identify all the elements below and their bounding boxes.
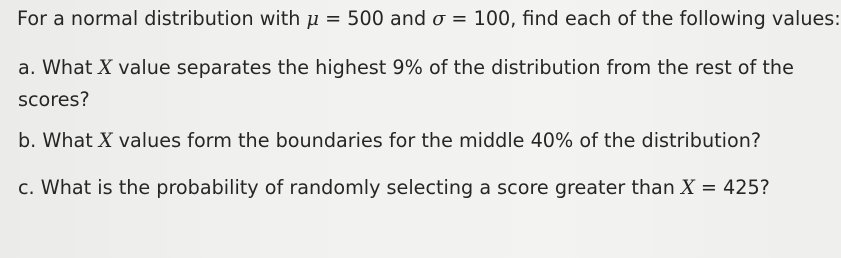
- question-c-question-mark: ?: [759, 176, 770, 199]
- question-c: [18, 176, 770, 200]
- sigma-symbol: σ: [432, 7, 446, 30]
- question-c-value: 425: [723, 176, 760, 199]
- question-b-variable-x: X: [98, 129, 113, 152]
- mu-symbol: μ: [306, 7, 320, 30]
- question-a-continuation: scores?: [18, 88, 90, 111]
- mu-value: 500: [347, 7, 384, 30]
- problem-statement: [17, 7, 841, 31]
- sigma-equals: =: [445, 7, 474, 30]
- question-a-variable-x: X: [98, 56, 113, 79]
- question-b-prefix: b. What: [18, 129, 99, 152]
- question-b-text: values form the boundaries for the middle 40% of the distribution?: [112, 129, 762, 152]
- question-a-line-1: [18, 56, 794, 80]
- sigma-value: 100: [473, 7, 511, 30]
- question-c-prefix: c. What is the probability of randomly selecting a score greater than: [18, 176, 682, 199]
- question-c-equals: =: [694, 176, 724, 199]
- question-a-prefix: a. What: [18, 56, 99, 79]
- question-a-line-2: [18, 88, 90, 112]
- question-c-variable-x: X: [681, 176, 695, 199]
- question-b: [18, 129, 761, 153]
- intro-text-end: , find each of the following values:: [510, 7, 841, 30]
- intro-text-start: For a normal distribution with: [17, 7, 307, 30]
- question-a-text: value separates the highest 9% of the distribution from the rest of the: [112, 56, 794, 79]
- mu-equals: =: [319, 7, 348, 30]
- and-text: and: [383, 7, 433, 30]
